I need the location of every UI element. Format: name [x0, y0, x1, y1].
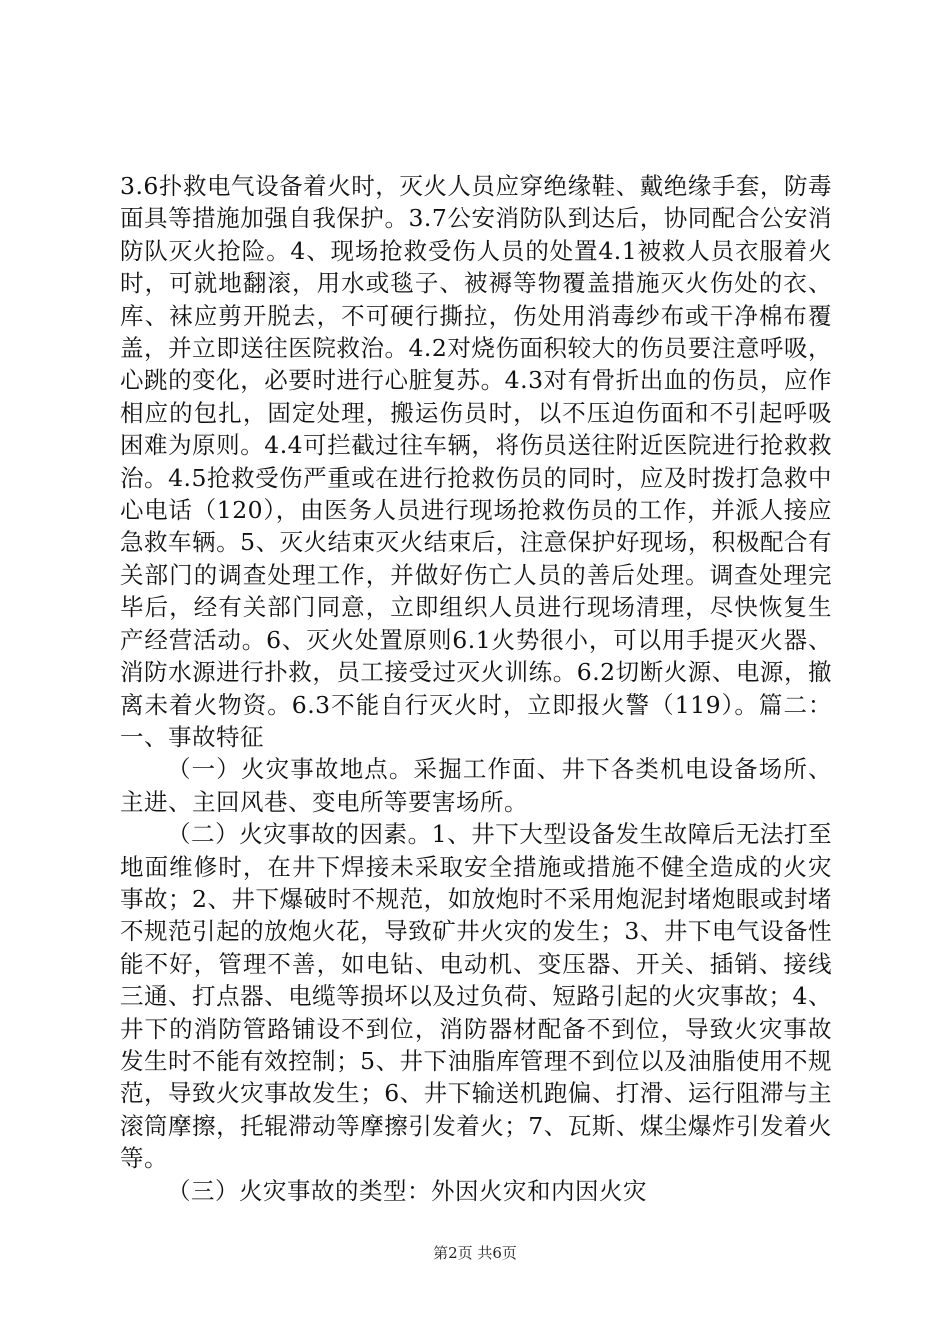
document-body [120, 170, 832, 1207]
page-number-footer: 第2页 共6页 [433, 1244, 517, 1262]
paragraph-4: （三）火灾事故的类型：外因火灾和内因火灾 [167, 1176, 647, 1205]
paragraph-2: （一）火灾事故地点。采掘工作面、井下各类机电设备场所、主进、主回风巷、变电所等要害场所。 [120, 755, 832, 816]
paragraph-1: 3.6扑救电气设备着火时，灭火人员应穿绝缘鞋、戴绝缘手套，防毒面具等措施加强自我保护。3.7公安消防队到达后，协同配合公安消防队灭火抢险。4、现场抢救受伤人员的处置4.1被救人员衣服着火时，可就地翻滚，用水或毯子、被褥等物覆盖措施灭火伤处的衣、库、袜应剪开脱去，不可硬行撕拉，伤处用消毒纱布或干净棉布覆盖，并立即送往医院救治。4.2对烧伤面积较大的伤员要注意呼吸，心跳的变化，必要时进行心脏复苏。4.3对有骨折出血的伤员，应作相应的包扎，固定处理，搬运伤员时，以不压迫伤面和不引起呼吸困难为原则。4.4可拦截过往车辆，将伤员送往附近医院进行抢救救治。4.5抢救受伤严重或在进行抢救伤员的同时，应及时拨打急救中心电话（120），由医务人员进行现场抢救伤员的工作，并派人接应急救车辆。5、灭火结束灭火结束后，注意保护好现场，积极配合有关部门的调查处理工作，并做好伤亡人员的善后处理。调查处理完毕后，经有关部门同意，立即组织人员进行现场清理，尽快恢复生产经营活动。6、灭火处置原则6.1火势很小，可以用手提灭火器、消防水源进行扑救，员工接受过灭火训练。6.2切断火源、电源，撤离未着火物资。6.3不能自行灭火时，立即报火警（119）。篇二：一、事故特征 [120, 172, 832, 751]
paragraph-3: （二）火灾事故的因素。1、井下大型设备发生故障后无法打至地面维修时，在井下焊接未采取安全措施或措施不健全造成的火灾事故；2、井下爆破时不规范，如放炮时不采用炮泥封堵炮眼或封堵不规范引起的放炮火花，导致矿井火灾的发生；3、井下电气设备性能不好，管理不善，如电钻、电动机、变压器、开关、插销、接线三通、打点器、电缆等损坏以及过负荷、短路引起的火灾事故；4、井下的消防管路铺设不到位，消防器材配备不到位，导致火灾事故发生时不能有效控制；5、井下油脂库管理不到位以及油脂使用不规范，导致火灾事故发生；6、井下输送机跑偏、打滑、运行阻滞与主滚筒摩擦，托辊滞动等摩擦引发着火；7、瓦斯、煤尘爆炸引发着火等。 [120, 820, 832, 1173]
